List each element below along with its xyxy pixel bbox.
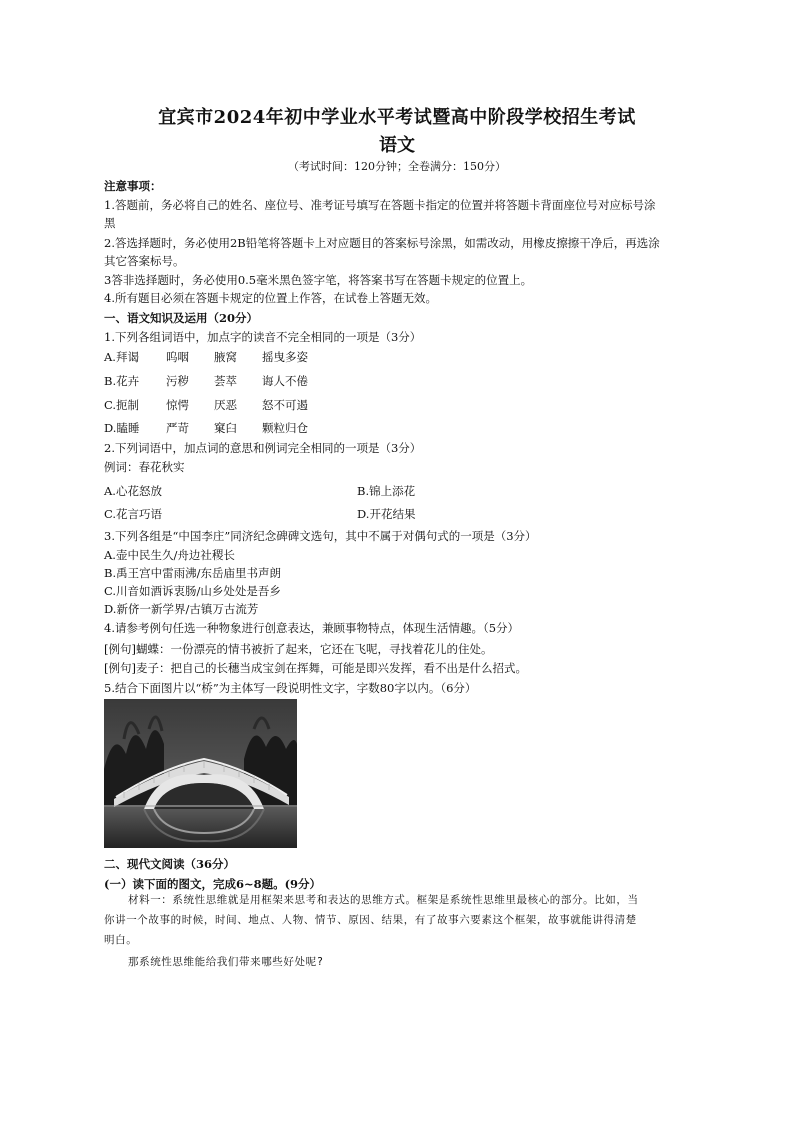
q2-opt-b: B.锦上添花: [357, 484, 416, 498]
q2-opt-c: C.花言巧语: [104, 507, 163, 521]
bridge-photo: [104, 699, 297, 848]
material1-line1: 材料一：系统性思维就是用框架来思考和表达的思维方式。框架是系统性思维里最核心的部分。比如，当: [128, 894, 639, 906]
material1-line3: 明白。: [104, 934, 138, 946]
q1-opt-c-3: 厌恶: [214, 398, 237, 412]
q1-opt-b-2: 污秽: [166, 374, 189, 388]
material1-question: 那系统性思维能给我们带来哪些好处呢?: [128, 956, 324, 968]
q3-opt-b: B.禹王宫中雷雨沸/东岳庙里书声朗: [104, 566, 281, 580]
section2-heading: 二、现代文阅读（36分）: [104, 857, 236, 871]
exam-subject: 语文: [379, 135, 415, 156]
q1-opt-a-4: 摇曳多姿: [262, 350, 308, 364]
note-2b: 其它答案标号。: [104, 254, 185, 268]
q4-example-2: [例句]麦子：把自己的长穗当成宝剑在挥舞，可能是即兴发挥，看不出是什么招式。: [104, 661, 527, 675]
exam-info: （考试时间：120分钟；全卷满分：150分）: [288, 160, 506, 173]
note-3: 3答非选择题时，务必使用0.5毫米黑色签字笔，将答案书写在答题卡规定的位置上。: [104, 273, 533, 287]
q1-opt-b-3: 荟萃: [214, 374, 237, 388]
q3-opt-c: C.川音如酒诉衷肠/山乡处处是吾乡: [104, 584, 281, 598]
note-4: 4.所有题目必须在答题卡规定的位置上作答，在试卷上答题无效。: [104, 291, 437, 305]
q3-stem: 3.下列各组是“中国李庄”同济纪念碑碑文选句，其中不属于对偶句式的一项是（3分）: [104, 529, 537, 543]
q1-opt-a-2: 呜咽: [166, 350, 189, 364]
q2-stem: 2.下列词语中，加点词的意思和例词完全相同的一项是（3分）: [104, 441, 422, 455]
q5-stem: 5.结合下面图片以“桥”为主体写一段说明性文字，字数80字以内。（6分）: [104, 681, 477, 695]
q1-opt-c-2: 惊愕: [166, 398, 189, 412]
q1-opt-d-4: 颗粒归仓: [262, 421, 308, 435]
q2-opt-d: D.开花结果: [357, 507, 416, 521]
q1-opt-d-2: 严苛: [166, 421, 189, 435]
q3-opt-d: D.新侪一新学界/古镇万古流芳: [104, 602, 259, 616]
q2-example: 例词：春花秋实: [104, 460, 185, 474]
notes-heading: 注意事项：: [104, 179, 162, 193]
note-1b: 黑: [104, 216, 116, 230]
q1-stem: 1.下列各组词语中，加点字的读音不完全相同的一项是（3分）: [104, 330, 422, 344]
q1-opt-b-4: 诲人不倦: [262, 374, 308, 388]
exam-title: 宜宾市2024年初中学业水平考试暨高中阶段学校招生考试: [158, 107, 636, 128]
q1-opt-b-1: B.花卉: [104, 374, 140, 388]
note-2a: 2.答选择题时，务必使用2B铅笔将答题卡上对应题目的答案标号涂黑，如需改动，用橡皮擦擦干净后，再选涂: [104, 236, 660, 250]
q1-opt-c-4: 怒不可遏: [262, 398, 308, 412]
q1-opt-c-1: C.扼制: [104, 398, 140, 412]
section1-heading: 一、语文知识及运用（20分）: [104, 311, 259, 325]
section2-sub1: (一）读下面的图文，完成6~8题。(9分）: [104, 877, 322, 891]
q4-stem: 4.请参考例句任选一种物象进行创意表达，兼顾事物特点，体现生活情趣。（5分）: [104, 621, 520, 635]
material1-line2: 你讲一个故事的时候，时间、地点、人物、情节、原因、结果，有了故事六要素这个框架，故事就能讲得清楚: [104, 914, 637, 926]
q4-example-1: [例句]蝴蝶：一份漂亮的情书被折了起来，它还在飞呢，寻找着花儿的住处。: [104, 642, 493, 656]
q1-opt-a-1: A.拜谒: [104, 350, 139, 364]
q3-opt-a: A.壶中民生久/舟边社稷长: [104, 548, 235, 562]
q2-opt-a: A.心花怒放: [104, 484, 162, 498]
arch-bridge-image: [104, 699, 297, 848]
q1-opt-d-3: 窠臼: [214, 421, 237, 435]
q1-opt-a-3: 腋窝: [214, 350, 237, 364]
note-1a: 1.答题前，务必将自己的姓名、座位号、准考证号填写在答题卡指定的位置并将答题卡背面座位号对应标号涂: [104, 198, 656, 212]
q1-opt-d-1: D.瞌睡: [104, 421, 140, 435]
